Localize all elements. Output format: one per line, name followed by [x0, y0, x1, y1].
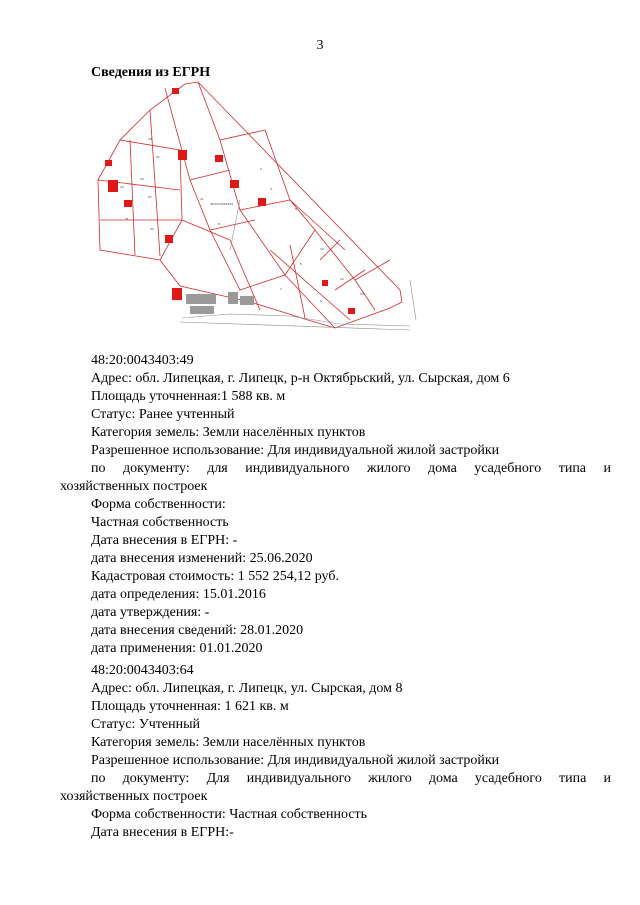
application-date: дата применения: 01.01.2020 [91, 641, 263, 656]
egrn-entry-date: Дата внесения в ЕГРН:- [91, 825, 234, 840]
ownership-form-line: Форма собственности: Частная собственность [91, 807, 368, 822]
svg-text:23: 23 [140, 177, 144, 181]
by-document-line: по документу: для индивидуального жилого дома усадебного типа и [91, 461, 611, 476]
svg-text:48:20:0043403: 48:20:0043403 [210, 202, 234, 206]
parcel-block-2 [60, 662, 611, 842]
svg-text:11: 11 [200, 197, 204, 201]
cadastral-number: 48:20:0043403:49 [91, 353, 194, 368]
ownership-form-label: Форма собственности: [91, 497, 226, 512]
svg-text:12: 12 [120, 185, 124, 189]
svg-text:31: 31 [125, 217, 129, 221]
parcel-block-1 [60, 352, 611, 658]
status-line: Статус: Ранее учтенный [91, 407, 235, 422]
cadastral-number: 48:20:0043403:64 [91, 663, 194, 678]
egrn-entry-date: Дата внесения в ЕГРН: - [91, 533, 238, 548]
permitted-use-line: Разрешенное использование: Для индивидуальной жилой застройки [91, 753, 500, 768]
area-line: Площадь уточненная: 1 621 кв. м [91, 699, 289, 714]
ownership-form-value: Частная собственность [91, 515, 229, 530]
status-line: Статус: Учтенный [91, 717, 200, 732]
svg-text:21: 21 [156, 155, 160, 159]
determination-date: дата определения: 15.01.2016 [91, 587, 266, 602]
by-document-line: по документу: Для индивидуального жилого дома усадебного типа и [91, 771, 611, 786]
svg-text:14: 14 [360, 292, 364, 296]
svg-text:19: 19 [148, 137, 152, 141]
svg-text:27: 27 [148, 195, 152, 199]
change-date: дата внесения изменений: 25.06.2020 [91, 551, 313, 566]
svg-text:4: 4 [270, 187, 272, 191]
area-line: Площадь уточненная:1 588 кв. м [91, 389, 286, 404]
svg-text:12: 12 [340, 277, 344, 281]
by-document-continuation: хозяйственных построек [60, 479, 208, 494]
svg-text:8: 8 [218, 222, 220, 226]
cadastral-value: Кадастровая стоимость: 1 552 254,12 руб. [91, 569, 339, 584]
svg-text:2: 2 [260, 167, 262, 171]
address-line: Адрес: обл. Липецкая, г. Липецк, р-н Октябрьский, ул. Сырская, дом 6 [91, 371, 510, 386]
land-category-line: Категория земель: Земли населённых пунктов [91, 735, 366, 750]
by-document-continuation: хозяйственных построек [60, 789, 208, 804]
svg-text:33: 33 [150, 227, 154, 231]
svg-text:9: 9 [320, 299, 322, 303]
svg-text:5: 5 [300, 262, 302, 266]
approval-date: дата утверждения: - [91, 605, 210, 620]
section-heading: Сведения из ЕГРН [91, 65, 211, 80]
page-number: 3 [316, 38, 324, 53]
info-entry-date: дата внесения сведений: 28.01.2020 [91, 623, 304, 638]
address-line: Адрес: обл. Липецкая, г. Липецк, ул. Сырская, дом 8 [91, 681, 403, 696]
permitted-use-line: Разрешенное использование: Для индивидуальной жилой застройки [91, 443, 500, 458]
svg-text:6: 6 [295, 207, 297, 211]
cadastral-map [90, 80, 420, 342]
land-category-line: Категория земель: Земли населённых пунктов [91, 425, 366, 440]
svg-text:10: 10 [320, 247, 324, 251]
svg-text:7: 7 [280, 287, 282, 291]
